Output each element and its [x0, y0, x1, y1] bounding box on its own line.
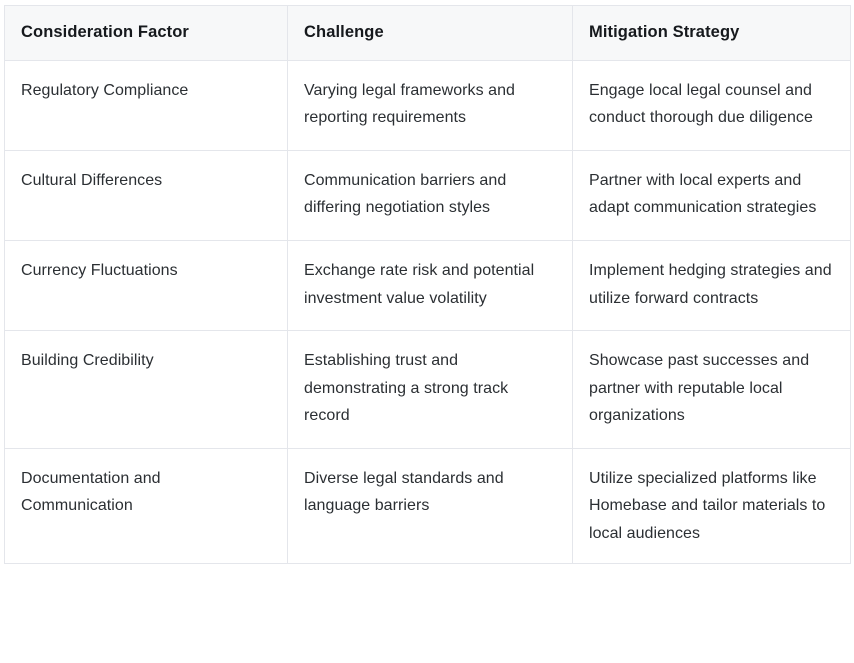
cell-mitigation: Implement hedging strategies and utilize forward contracts	[573, 240, 851, 330]
table-row	[5, 331, 851, 449]
cell-challenge: Varying legal frameworks and reporting requirements	[288, 60, 573, 150]
cell-mitigation: Engage local legal counsel and conduct thorough due diligence	[573, 60, 851, 150]
table-header-row	[5, 6, 851, 61]
cell-challenge: Exchange rate risk and potential investment value volatility	[288, 240, 573, 330]
table-row	[5, 60, 851, 150]
table-header	[5, 6, 851, 61]
cell-factor: Currency Fluctuations	[5, 240, 288, 330]
table-row	[5, 240, 851, 330]
table-row	[5, 150, 851, 240]
cell-factor: Cultural Differences	[5, 150, 288, 240]
table-row	[5, 448, 851, 564]
cell-mitigation: Utilize specialized platforms like Homebase and tailor materials to local audiences	[573, 448, 851, 564]
cell-mitigation: Partner with local experts and adapt communication strategies	[573, 150, 851, 240]
table-container	[0, 5, 854, 564]
cell-factor: Regulatory Compliance	[5, 60, 288, 150]
cell-challenge: Diverse legal standards and language barriers	[288, 448, 573, 564]
consideration-factors-table	[4, 5, 851, 564]
cell-mitigation: Showcase past successes and partner with reputable local organizations	[573, 331, 851, 449]
column-header-challenge: Challenge	[288, 6, 573, 61]
cell-challenge: Communication barriers and differing negotiation styles	[288, 150, 573, 240]
cell-challenge: Establishing trust and demonstrating a strong track record	[288, 331, 573, 449]
cell-factor: Building Credibility	[5, 331, 288, 449]
cell-factor: Documentation and Communication	[5, 448, 288, 564]
table-body	[5, 60, 851, 563]
column-header-mitigation-strategy: Mitigation Strategy	[573, 6, 851, 61]
column-header-consideration-factor: Consideration Factor	[5, 6, 288, 61]
